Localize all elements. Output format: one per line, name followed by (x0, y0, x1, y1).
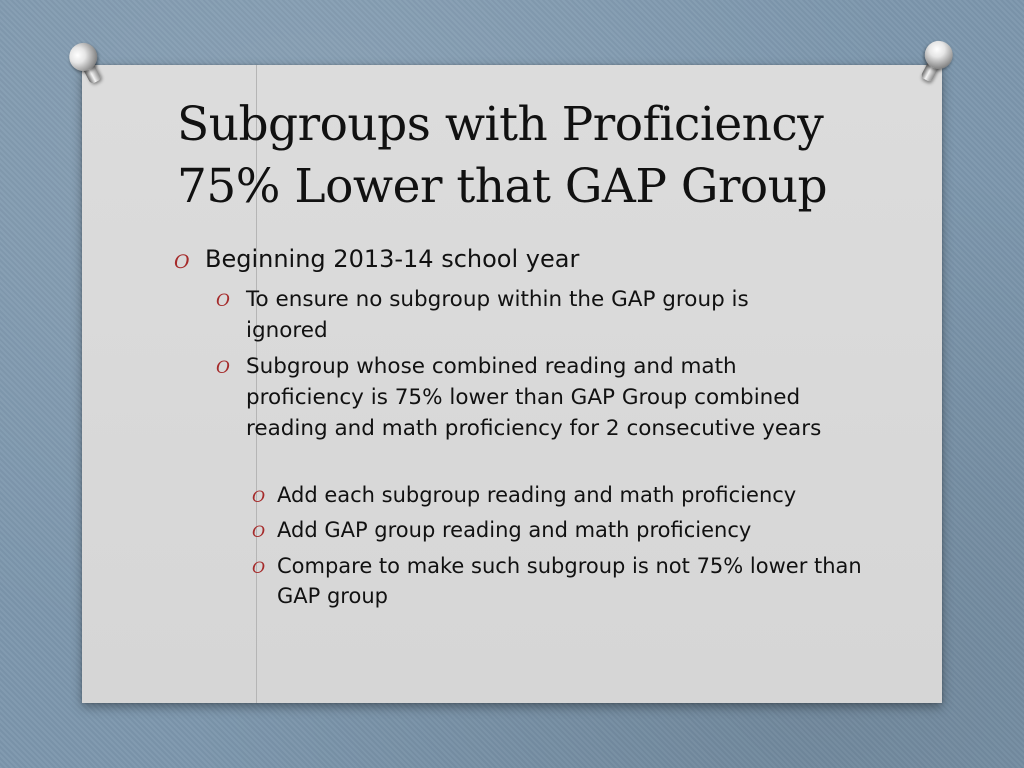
bullet-item (174, 244, 905, 274)
bullet-text: Beginning 2013-14 school year (205, 245, 580, 273)
sub-sub-bullet-item (252, 515, 877, 545)
bullet-marker-icon: O (174, 251, 190, 273)
sub-bullet-text: Subgroup whose combined reading and math proficiency is 75% lower than GAP Group combined reading and math proficiency for 2 consecutive years (246, 354, 822, 441)
bullet-marker-icon: O (252, 558, 266, 577)
slide-title-line-1: Subgroups with Proficiency (177, 97, 824, 152)
bullet-marker-icon: O (252, 522, 266, 541)
sub-sub-bullet-item (252, 551, 877, 611)
sub-bullet-item (216, 284, 826, 346)
slide-title-line-2: 75% Lower that GAP Group (177, 159, 828, 214)
sub-sub-bullet-item (252, 480, 877, 510)
sub-bullet-item (216, 351, 826, 444)
sub-sub-bullet-text: Add GAP group reading and math proficiency (277, 518, 752, 542)
sub-sub-bullet-text: Add each subgroup reading and math proficiency (277, 483, 797, 507)
bullet-marker-icon: O (216, 358, 230, 378)
sub-sub-bullet-text: Compare to make such subgroup is not 75% lower than GAP group (277, 554, 862, 608)
bullet-marker-icon: O (252, 487, 266, 506)
bullet-marker-icon: O (216, 291, 230, 311)
sub-bullet-text: To ensure no subgroup within the GAP group is ignored (246, 287, 749, 343)
